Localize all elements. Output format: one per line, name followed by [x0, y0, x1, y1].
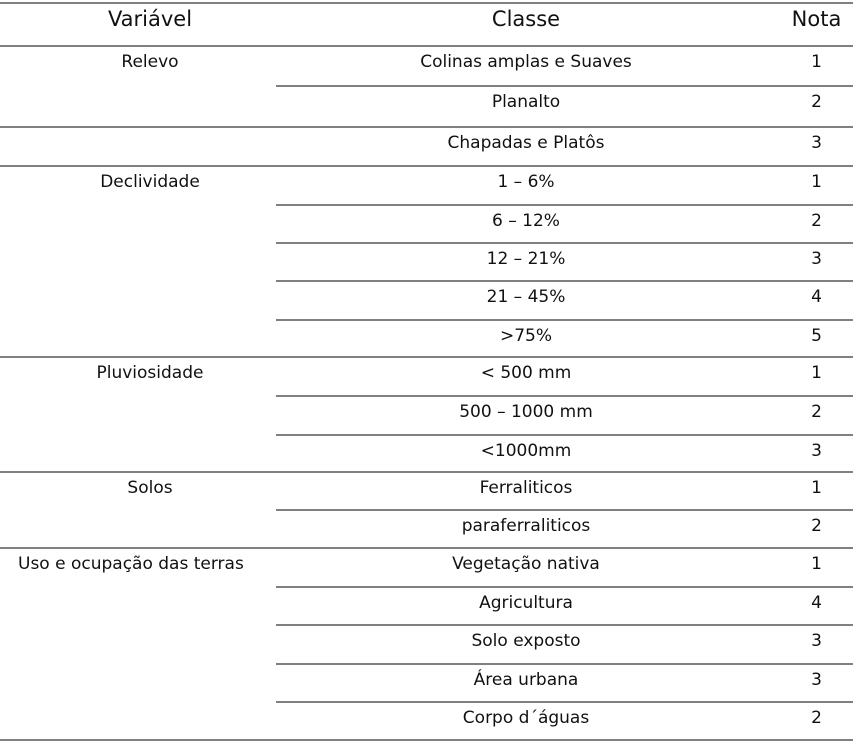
cell-variavel: Declividade	[100, 172, 200, 192]
cell-variavel: Pluviosidade	[96, 363, 204, 383]
cell-nota: 3	[811, 249, 822, 269]
row-divider	[276, 509, 853, 511]
cell-nota: 1	[811, 172, 822, 192]
header-nota: Nota	[791, 7, 842, 31]
cell-classe: 12 – 21%	[486, 249, 566, 269]
row-divider	[276, 319, 853, 321]
cell-classe: Área urbana	[473, 670, 579, 690]
cell-classe: Chapadas e Platôs	[447, 133, 605, 153]
row-divider	[276, 434, 853, 436]
cell-classe: Planalto	[491, 92, 561, 112]
cell-classe: 500 – 1000 mm	[459, 402, 593, 422]
row-divider	[276, 701, 853, 703]
cell-classe: < 500 mm	[480, 363, 572, 383]
cell-classe: 21 – 45%	[486, 287, 566, 307]
row-divider	[0, 739, 853, 741]
cell-variavel: Uso e ocupação das terras	[18, 554, 244, 574]
cell-nota: 3	[811, 631, 822, 651]
row-divider	[276, 663, 853, 665]
cell-nota: 4	[811, 287, 822, 307]
cell-nota: 3	[811, 133, 822, 153]
row-divider	[276, 85, 853, 87]
cell-nota: 1	[811, 52, 822, 72]
row-divider	[276, 204, 853, 206]
cell-nota: 2	[811, 516, 822, 536]
cell-nota: 3	[811, 670, 822, 690]
cell-nota: 1	[811, 363, 822, 383]
cell-classe: Agricultura	[479, 593, 573, 613]
cell-nota: 4	[811, 593, 822, 613]
cell-variavel: Relevo	[121, 52, 179, 72]
cell-classe: Colinas amplas e Suaves	[420, 52, 632, 72]
cell-nota: 2	[811, 92, 822, 112]
header-classe: Classe	[491, 7, 561, 31]
row-divider	[0, 126, 853, 128]
row-divider	[276, 395, 853, 397]
row-divider	[276, 624, 853, 626]
cell-nota: 5	[811, 326, 822, 346]
cell-variavel: Solos	[127, 478, 173, 498]
cell-classe: 6 – 12%	[492, 211, 560, 231]
cell-nota: 2	[811, 402, 822, 422]
row-divider	[276, 242, 853, 244]
cell-classe: >75%	[499, 326, 553, 346]
cell-classe: paraferraliticos	[461, 516, 591, 536]
cell-nota: 2	[811, 708, 822, 728]
cell-classe: 1 – 6%	[497, 172, 555, 192]
cell-nota: 3	[811, 441, 822, 461]
header-variavel: Variável	[107, 7, 193, 31]
cell-classe: Solo exposto	[471, 631, 581, 651]
cell-classe: Corpo d´águas	[462, 708, 590, 728]
table-top-border	[0, 2, 853, 4]
row-divider	[0, 165, 853, 167]
cell-nota: 1	[811, 554, 822, 574]
row-divider	[0, 471, 853, 473]
row-divider	[0, 356, 853, 358]
cell-classe: <1000mm	[480, 441, 572, 461]
cell-nota: 2	[811, 211, 822, 231]
cell-nota: 1	[811, 478, 822, 498]
row-divider	[0, 547, 853, 549]
row-divider	[276, 586, 853, 588]
cell-classe: Vegetação nativa	[452, 554, 600, 574]
header-divider	[0, 45, 853, 47]
row-divider	[276, 280, 853, 282]
cell-classe: Ferraliticos	[479, 478, 573, 498]
